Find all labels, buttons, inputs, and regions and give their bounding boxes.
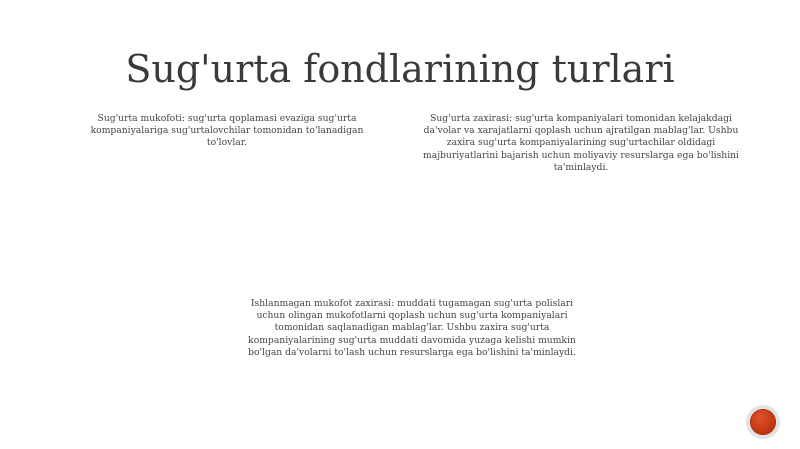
text-block-unearned-premium-reserve: Ishlanmagan mukofot zaxirasi: muddati tugamagan sug'urta polislari uchun olingan mukofotlarni qoplash uchun sug'urta kompaniyalari tomonidan saqlanadigan mablag'lar. Ushbu zaxira sug'urta kompaniyalarining sug'urta muddati davomida yuzaga kelishi mumkin bo'lgan da'volarni to'lash uchun resurslarga ega bo'lishini ta'minlaydi. [248, 298, 576, 358]
text-block-insurance-reserve: Sug'urta zaxirasi: sug'urta kompaniyalari tomonidan kelajakdagi da'volar va xarajatlarni qoplash uchun ajratilgan mablag'lar. Ushbu zaxira sug'urta kompaniyalarining sug'urtachilar oldidagi majburiyatlarini bajarish uchun moliyaviy resurslarga ega bo'lishini ta'minlaydi. [423, 113, 739, 173]
red-circle-button-icon [750, 409, 776, 435]
next-slide-button[interactable] [746, 405, 780, 439]
slide-title: Sug'urta fondlarining turlari [125, 47, 675, 92]
text-block-insurance-premium: Sug'urta mukofoti: sug'urta qoplamasi evaziga sug'urta kompaniyalariga sug'urtalovchilar tomonidan to'lanadigan to'lovlar. [90, 113, 364, 149]
